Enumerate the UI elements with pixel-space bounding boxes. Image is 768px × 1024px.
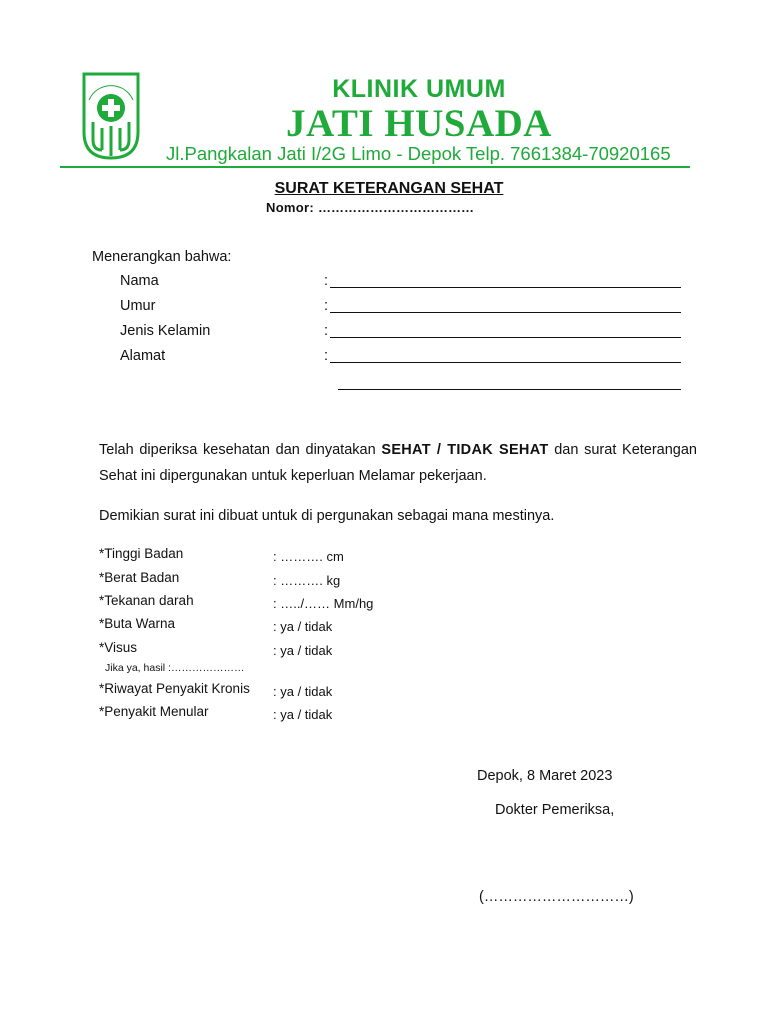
- field-label-alamat: Alamat: [120, 348, 166, 364]
- field-colon: :: [324, 273, 329, 289]
- signature-name-placeholder[interactable]: (…………………………): [479, 889, 634, 905]
- field-colon: :: [324, 298, 329, 314]
- signature-role: Dokter Pemeriksa,: [495, 802, 615, 818]
- clinic-address: Jl.Pangkalan Jati I/2G Limo - Depok Telp. 7661384-70920165: [166, 143, 671, 164]
- field-line-nama[interactable]: [330, 287, 681, 288]
- measure-value-tinggi-badan[interactable]: : ………. cm: [273, 549, 344, 564]
- measure-value-buta-warna[interactable]: : ya / tidak: [273, 619, 333, 634]
- field-label-jenis-kelamin: Jenis Kelamin: [120, 323, 211, 339]
- measure-label-visus: *Visus: [99, 640, 138, 655]
- header-divider: [60, 166, 690, 168]
- document-title: SURAT KETERANGAN SEHAT: [274, 180, 504, 197]
- clinic-type: KLINIK UMUM: [332, 75, 506, 103]
- document-number: [266, 200, 474, 215]
- field-line-jenis-kelamin[interactable]: [330, 337, 681, 338]
- statement-emphasis: SEHAT / TIDAK SEHAT: [381, 442, 549, 458]
- measure-value-berat-badan[interactable]: : ………. kg: [273, 573, 341, 588]
- measure-value-riwayat-penyakit-kronis[interactable]: : ya / tidak: [273, 684, 333, 699]
- measure-label-tinggi-badan: *Tinggi Badan: [99, 546, 184, 561]
- measure-label-buta-warna: *Buta Warna: [99, 616, 176, 631]
- document-number-value: ………………………………: [317, 200, 474, 215]
- measure-label-tekanan-darah: *Tekanan darah: [99, 593, 194, 608]
- measure-label-berat-badan: *Berat Badan: [99, 570, 180, 585]
- intro-text: Menerangkan bahwa:: [92, 249, 232, 265]
- statement-part2: dan surat Keterangan Sehat ini dipergunakan untuk keperluan Melamar pekerjaan.: [99, 442, 697, 484]
- statement-part1: Telah diperiksa kesehatan dan dinyatakan: [99, 442, 376, 458]
- field-label-umur: Umur: [120, 298, 156, 314]
- field-colon: :: [324, 348, 329, 364]
- closing-paragraph: Demikian surat ini dibuat untuk di pergunakan sebagai mana mestinya.: [99, 508, 555, 524]
- measure-label-riwayat-penyakit-kronis: *Riwayat Penyakit Kronis: [99, 681, 250, 696]
- statement-paragraph: [99, 437, 697, 489]
- measure-value-tekanan-darah[interactable]: : …../…… Mm/hg: [273, 596, 374, 611]
- visus-result-note[interactable]: Jika ya, hasil :…………………: [105, 662, 245, 674]
- clinic-name: JATI HUSADA: [286, 102, 552, 145]
- measure-label-penyakit-menular: *Penyakit Menular: [99, 704, 209, 719]
- measure-value-penyakit-menular[interactable]: : ya / tidak: [273, 707, 333, 722]
- field-line-alamat[interactable]: [330, 362, 681, 363]
- field-line-alamat-continued[interactable]: [338, 389, 681, 390]
- signature-place-date: Depok, 8 Maret 2023: [477, 768, 613, 784]
- measure-value-visus[interactable]: : ya / tidak: [273, 643, 333, 658]
- field-colon: :: [324, 323, 329, 339]
- field-label-nama: Nama: [120, 273, 159, 289]
- document-number-label: Nomor:: [266, 200, 315, 215]
- field-line-umur[interactable]: [330, 312, 681, 313]
